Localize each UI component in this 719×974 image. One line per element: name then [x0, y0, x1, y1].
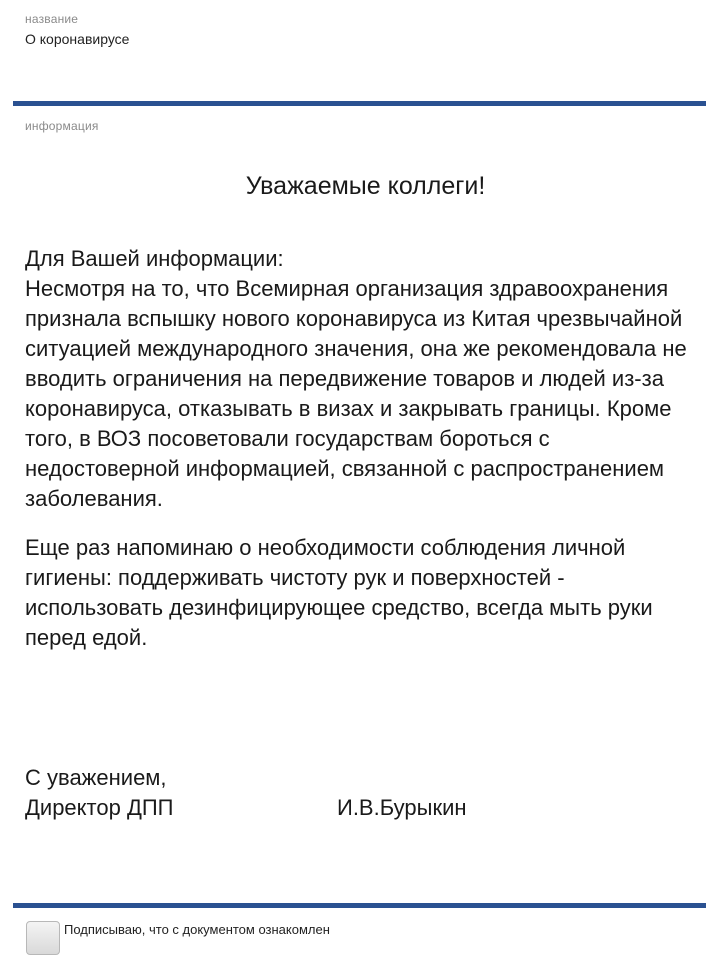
- signature-block: [25, 763, 705, 827]
- acknowledge-checkbox[interactable]: [26, 921, 60, 955]
- letter-paragraph-1: Для Вашей информации: Несмотря на то, что Всемирная организация здравоохранения признала вспышку нового коронавируса из Китая чрезвычайной ситуацией международного значения, она же рекомендовала не вводить ограничения на передвижение товаров и людей из-за коронавируса, отказывать в визах и закрывать границы. Кроме того, в ВОЗ посоветовали государствам бороться с недостоверной информацией, связанной с распространением заболевания.: [25, 246, 687, 511]
- bottom-divider: [13, 903, 706, 908]
- letter-body: [25, 244, 705, 653]
- signer-title: Директор ДПП: [25, 795, 174, 820]
- letter-greeting: Уважаемые коллеги!: [245, 172, 486, 200]
- letter-closing: С уважением,: [25, 765, 167, 790]
- top-divider: [13, 101, 706, 106]
- signer-name: И.В.Бурыкин: [337, 795, 467, 820]
- acknowledge-row[interactable]: [26, 921, 330, 955]
- title-field-label: название: [25, 12, 79, 26]
- letter-paragraph-2: Еще раз напоминаю о необходимости соблюдения личной гигиены: поддерживать чистоту рук и поверхностей - использовать дезинфицирующее средство, всегда мыть руки перед едой.: [25, 535, 653, 650]
- acknowledge-label[interactable]: Подписываю, что с документом ознакомлен: [64, 922, 330, 937]
- info-field-label: информация: [25, 119, 99, 133]
- title-field-value: О коронавирусе: [25, 31, 130, 47]
